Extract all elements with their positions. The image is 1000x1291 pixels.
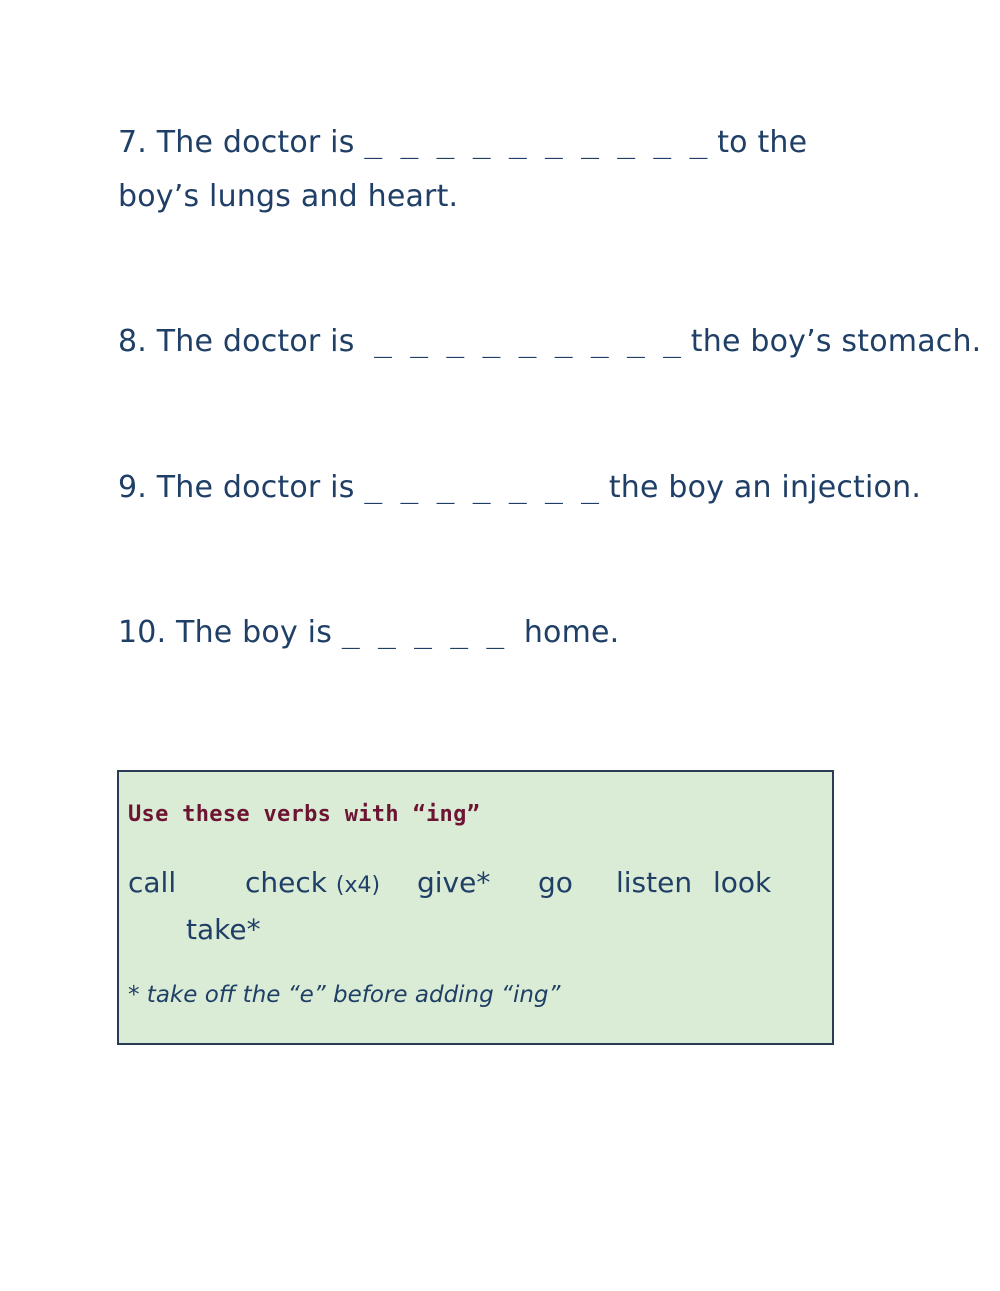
verb-call: call <box>128 866 177 899</box>
question-8-before: 8. The doctor is <box>118 324 375 359</box>
question-8 <box>118 315 981 369</box>
verb-box-note: * take off the “e” before adding “ing” <box>128 982 561 1008</box>
question-7-blank[interactable]: _ _ _ _ _ _ _ _ _ _ <box>364 125 708 160</box>
question-8-after: the boy’s stomach. <box>681 324 982 359</box>
verb-box <box>117 770 834 1045</box>
question-9-after: the boy an injection. <box>599 470 922 505</box>
verb-check-label: check <box>245 866 327 899</box>
question-7 <box>118 116 898 224</box>
question-9-blank[interactable]: _ _ _ _ _ _ _ <box>364 470 600 505</box>
question-8-blank[interactable]: _ _ _ _ _ _ _ _ _ <box>374 324 682 359</box>
question-9 <box>118 461 921 515</box>
question-9-before: 9. The doctor is <box>118 470 365 505</box>
verb-look: look <box>713 866 772 899</box>
verb-go: go <box>538 866 573 899</box>
verb-give: give* <box>417 866 491 899</box>
verb-take: take* <box>186 913 261 946</box>
verb-box-title: Use these verbs with “ing” <box>128 802 481 827</box>
question-10-blank[interactable]: _ _ _ _ _ <box>341 615 505 650</box>
verb-check-count: (x4) <box>335 873 381 898</box>
question-10-after: home. <box>504 615 620 650</box>
verb-listen: listen <box>616 866 693 899</box>
verb-check <box>245 866 380 899</box>
question-10-before: 10. The boy is <box>118 615 342 650</box>
question-7-before: 7. The doctor is <box>118 125 365 160</box>
question-10 <box>118 606 619 660</box>
question-7-after: to the boy’s lungs and heart. <box>118 125 808 214</box>
